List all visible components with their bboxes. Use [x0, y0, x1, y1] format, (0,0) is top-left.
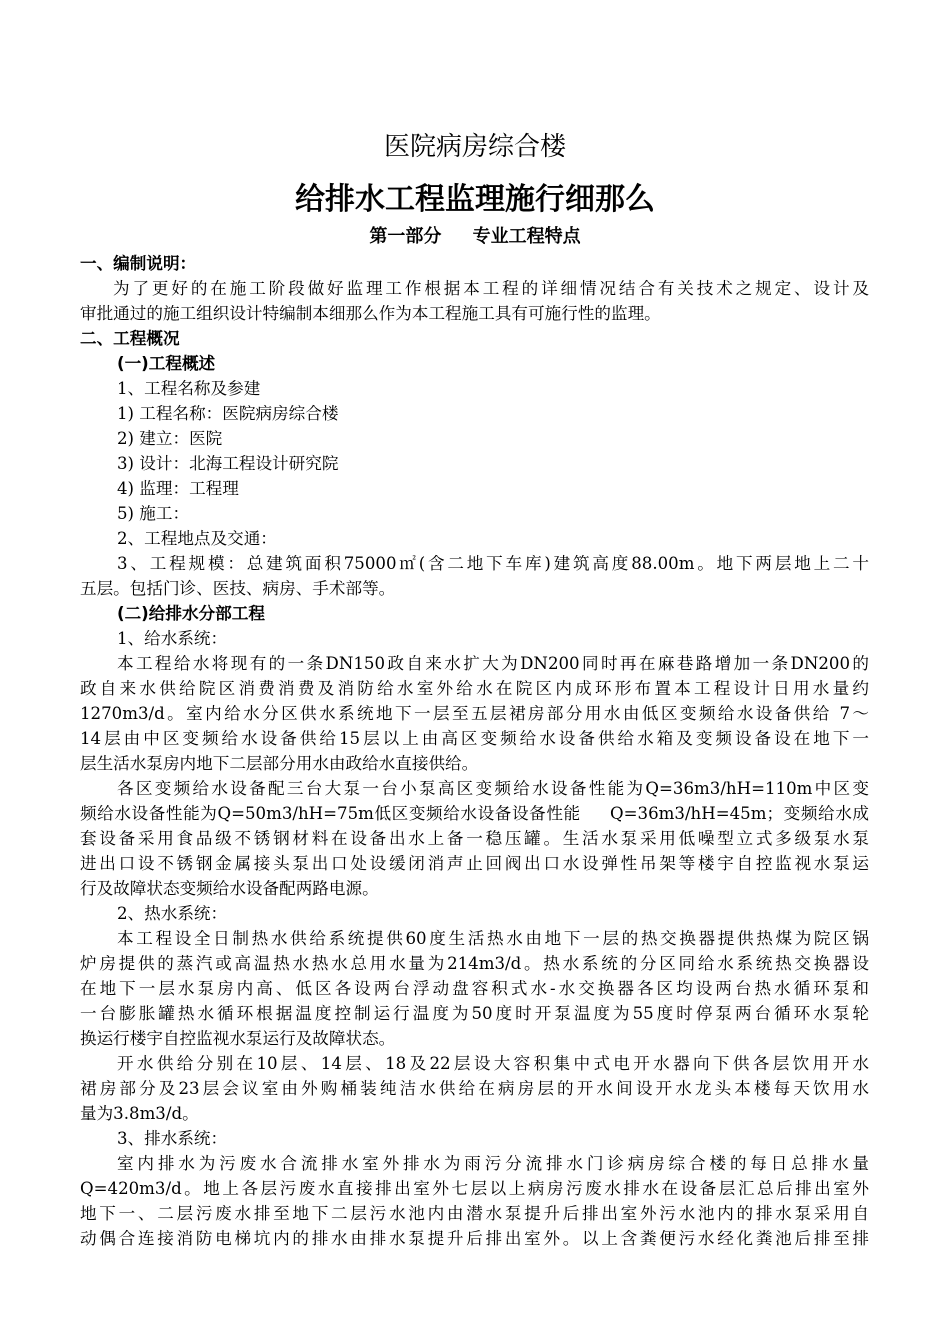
- paragraph-line: 本工程设全日制热水供给系统提供60度生活热水由地下一层的热交换器提供热煤为院区锅: [117, 929, 869, 948]
- list-item: 五层。包括门诊、医技、病房、手术部等。: [80, 579, 396, 598]
- system-heading-hot-water: 2、热水系统：: [117, 904, 228, 923]
- paragraph-line: 裙房部分及23层会议室由外购桶装纯洁水供给在病房层的开水间设开水龙头本楼每天饮用水: [80, 1079, 869, 1098]
- paragraph-line: 炉房提供的蒸汽或高温热水热水总用水量为214m3/d。热水系统的分区同给水系统热交换器设: [80, 954, 869, 973]
- section-heading-1: 一、编制说明：: [80, 254, 197, 273]
- paragraph-line: 进出口设不锈钢金属接头泵出口处设缓闭消声止回阀出口水设弹性吊架等楼宇自控监视水泵运: [80, 854, 869, 873]
- paragraph-line: 各区变频给水设备配三台大泵一台小泵高区变频给水设备性能为Q=36m3/hH=110m中区变: [117, 779, 869, 798]
- document-subtitle: 给排水工程监理施行细那么: [295, 182, 655, 217]
- paragraph-line: 在地下一层水泵房内高、低区各设两台浮动盘容积式水-水交换器各区均设两台热水循环泵和: [80, 979, 869, 998]
- list-item: 1) 工程名称：医院病房综合楼: [117, 404, 339, 423]
- paragraph-line: 室内排水为污废水合流排水室外排水为雨污分流排水门诊病房综合楼的每日总排水量: [117, 1154, 869, 1173]
- paragraph-line: 为了更好的在施工阶段做好监理工作根据本工程的详细情况结合有关技术之规定、设计及: [113, 279, 869, 298]
- paragraph-line: 套设备采用食品级不锈钢材料在设备出水上备一稳压罐。生活水泵采用低噪型立式多级泵水泵: [80, 829, 869, 848]
- subsection-heading-2: (二)给排水分部工程: [117, 604, 265, 623]
- section-heading-2: 二、工程概况: [80, 329, 180, 348]
- paragraph-line: 地下一、二层污废水排至地下二层污水池内由潜水泵提升后排出室外污水池内的排水泵采用自: [80, 1204, 869, 1223]
- document-title: 医院病房综合楼: [383, 132, 566, 162]
- paragraph-line: 1270m3/d。室内给水分区供水系统地下一层至五层裙房部分用水由低区变频给水设备供给 7～: [80, 704, 869, 723]
- paragraph-line: Q=420m3/d。地上各层污废水直接排出室外七层以上病房污废水排水在设备层汇总后排出室外: [80, 1179, 869, 1198]
- subsection-heading-1: (一)工程概述: [117, 354, 216, 373]
- list-item: 4) 监理：工程理: [117, 479, 239, 498]
- paragraph-line: 政自来水供给院区消费消费及消防给水室外给水在院区内成环形布置本工程设计日用水量约: [80, 679, 869, 698]
- list-item: 2) 建立：医院: [117, 429, 223, 448]
- list-item: 2、工程地点及交通：: [117, 529, 277, 548]
- paragraph-line: 开水供给分别在10层、14层、18及22层设大容积集中式电开水器向下供各层饮用开水: [117, 1054, 869, 1073]
- system-heading-water: 1、给水系统：: [117, 629, 228, 648]
- paragraph-line: 频给水设备性能为Q=50m3/hH=75m低区变频给水设备设备性能 Q=36m3/hH=45m；变频给水成: [80, 804, 869, 823]
- paragraph-line: 一台膨胀罐热水循环根据温度控制运行温度为50度时开泵温度为55度时停泵两台循环水泵轮: [80, 1004, 869, 1023]
- list-item: 3、工程规模：总建筑面积75000㎡(含二地下车库)建筑高度88.00m。地下两层地上二十: [117, 554, 869, 573]
- paragraph-line: 动偶合连接消防电梯坑内的排水由排水泵提升后排出室外。以上含粪便污水经化粪池后排至排: [80, 1229, 869, 1248]
- list-item: 1、工程名称及参建: [117, 379, 261, 398]
- part-heading: 第一部分 专业工程特点: [369, 226, 581, 247]
- paragraph-line: 层生活水泵房内地下二层部分用水由政给水直接供给。: [80, 754, 479, 773]
- paragraph-line: 本工程给水将现有的一条DN150政自来水扩大为DN200同时再在麻巷路增加一条DN200的: [117, 654, 869, 673]
- paragraph-line: 量为3.8m3/d。: [80, 1104, 199, 1123]
- paragraph-line: 14层由中区变频给水设备供给15层以上由高区变频给水设备供给水箱及变频设备设在地下一: [80, 729, 869, 748]
- list-item: 5) 施工：: [117, 504, 190, 523]
- paragraph-line: 行及故障状态变频给水设备配两路电源。: [80, 879, 379, 898]
- paragraph-line: 审批通过的施工组织设计特编制本细那么作为本工程施工具有可施行性的监理。: [80, 304, 661, 323]
- list-item: 3) 设计：北海工程设计研究院: [117, 454, 339, 473]
- paragraph-line: 换运行楼宇自控监视水泵运行及故障状态。: [80, 1029, 396, 1048]
- system-heading-drainage: 3、排水系统：: [117, 1129, 228, 1148]
